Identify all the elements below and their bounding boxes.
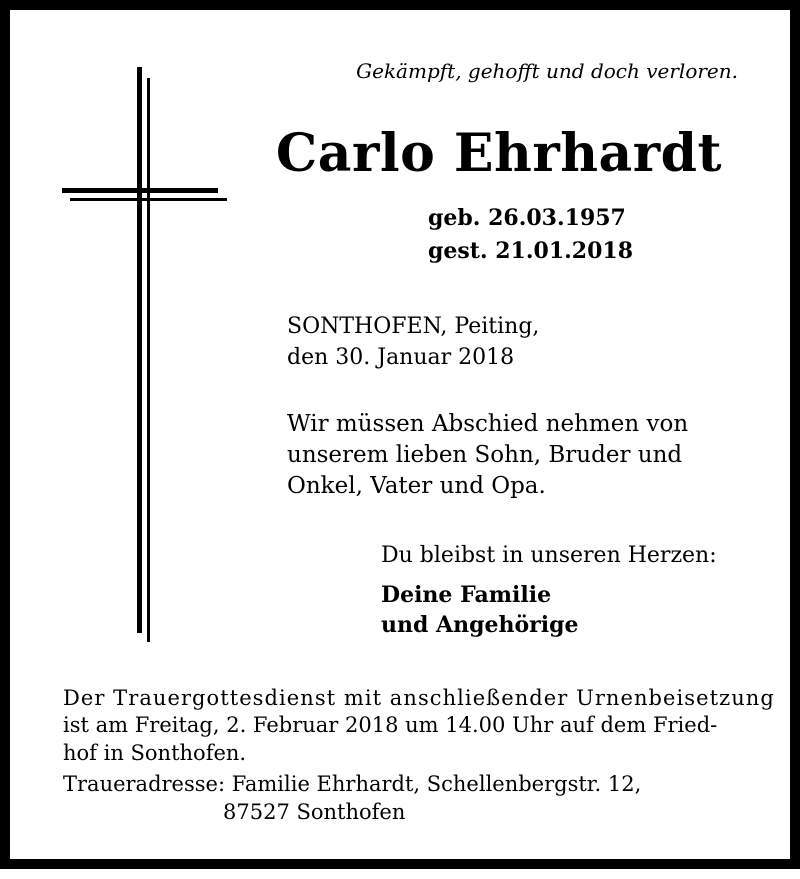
family-signature: und Angehörige	[381, 612, 579, 638]
death-date: gest. 21.01.2018	[428, 238, 634, 264]
mourning-address-city: 87527 Sonthofen	[223, 800, 406, 824]
message-line: unserem lieben Sohn, Bruder und	[287, 442, 683, 468]
mourning-address: Traueradresse: Familie Ehrhardt, Schellenbergstr. 12,	[63, 772, 642, 796]
message-line: Onkel, Vater und Opa.	[287, 473, 546, 499]
deceased-name: Carlo Ehrhardt	[275, 123, 722, 184]
date-line: den 30. Januar 2018	[287, 345, 515, 370]
service-info-line: Der Trauergottesdienst mit anschließender Urnenbeisetzung	[63, 686, 775, 710]
birth-date: geb. 26.03.1957	[428, 205, 626, 231]
service-info-line: hof in Sonthofen.	[63, 741, 247, 765]
place-line: SONTHOFEN, Peiting,	[287, 314, 540, 339]
family-signature: Deine Familie	[381, 582, 552, 608]
service-info-line: ist am Freitag, 2. Februar 2018 um 14.00 Uhr auf dem Fried-	[63, 713, 718, 737]
message-line: Wir müssen Abschied nehmen von	[287, 411, 689, 437]
motto: Gekämpft, gehofft und doch verloren.	[356, 59, 738, 83]
closing-line: Du bleibst in unseren Herzen:	[381, 543, 717, 568]
